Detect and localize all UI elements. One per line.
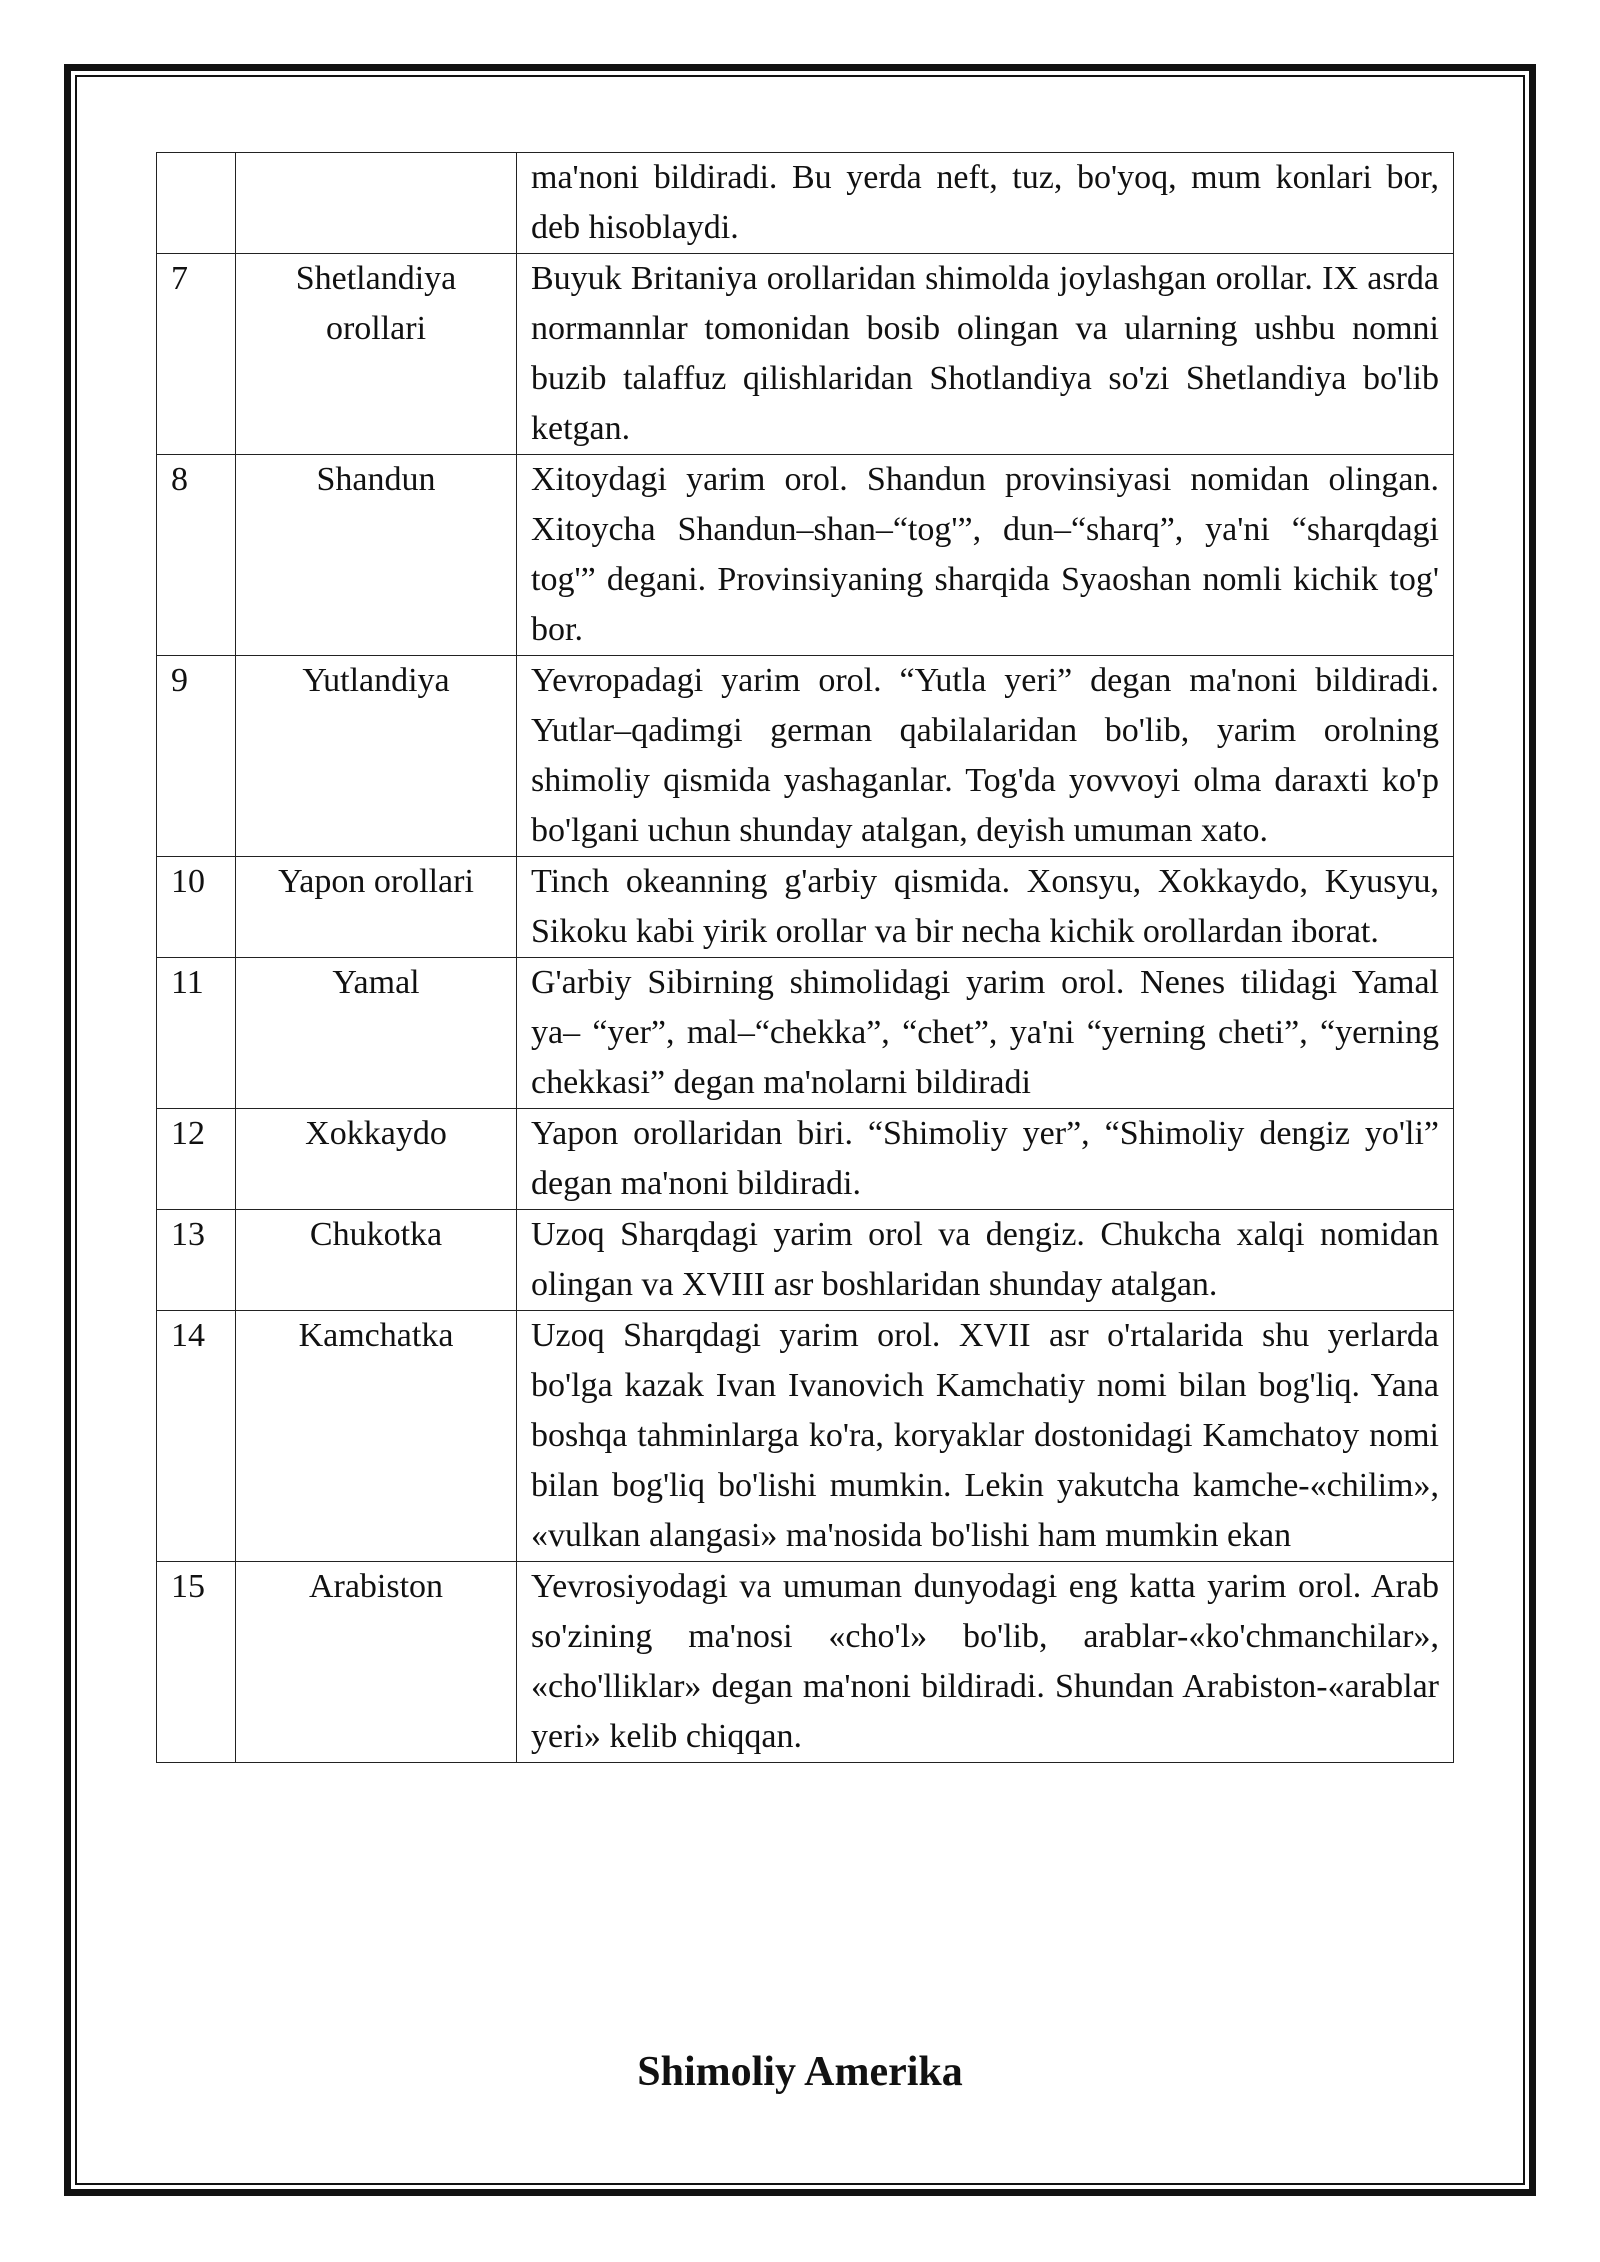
row-number: 9 [157, 656, 236, 857]
toponym-description: Buyuk Britaniya orollaridan shimolda joylashgan orollar. IX asrda normannlar tomonidan bosib olingan va ularning ushbu nomni buzib talaffuz qilishlaridan Shotlandiya so'zi Shetlandiya bo'lib ketgan. [517, 254, 1454, 455]
toponym-name: Yutlandiya [236, 656, 517, 857]
section-heading: Shimoliy Amerika [637, 2049, 963, 2095]
row-number: 13 [157, 1210, 236, 1311]
toponym-name: Yamal [236, 958, 517, 1109]
toponym-description: ma'noni bildiradi. Bu yerda neft, tuz, bo'yoq, mum konlari bor, deb hisoblaydi. [517, 153, 1454, 254]
toponym-name: Xokkaydo [236, 1109, 517, 1210]
row-number: 15 [157, 1562, 236, 1763]
table-row [157, 656, 1454, 857]
toponym-name: Kamchatka [236, 1311, 517, 1562]
table-row [157, 1311, 1454, 1562]
row-number: 14 [157, 1311, 236, 1562]
row-number: 11 [157, 958, 236, 1109]
row-number: 8 [157, 455, 236, 656]
table-body [157, 153, 1454, 1763]
row-number [157, 153, 236, 254]
table-row [157, 857, 1454, 958]
toponym-description: Tinch okeanning g'arbiy qismida. Xonsyu, Xokkaydo, Kyusyu, Sikoku kabi yirik orollar va bir necha kichik orollardan iborat. [517, 857, 1454, 958]
toponym-name: Shetlandiya orollari [236, 254, 517, 455]
table-row [157, 1210, 1454, 1311]
row-number: 10 [157, 857, 236, 958]
row-number: 7 [157, 254, 236, 455]
table-row [157, 1562, 1454, 1763]
toponym-table [156, 152, 1454, 1763]
table-row [157, 958, 1454, 1109]
table-row [157, 1109, 1454, 1210]
toponym-name: Yapon orollari [236, 857, 517, 958]
table-row [157, 254, 1454, 455]
toponym-name: Shandun [236, 455, 517, 656]
row-number: 12 [157, 1109, 236, 1210]
toponym-description: Uzoq Sharqdagi yarim orol va dengiz. Chukcha xalqi nomidan olingan va XVIII asr boshlaridan shunday atalgan. [517, 1210, 1454, 1311]
toponym-name [236, 153, 517, 254]
toponym-name: Chukotka [236, 1210, 517, 1311]
toponym-name: Arabiston [236, 1562, 517, 1763]
toponym-description: Yapon orollaridan biri. “Shimoliy yer”, “Shimoliy dengiz yo'li” degan ma'noni bildiradi. [517, 1109, 1454, 1210]
table-row [157, 153, 1454, 254]
toponym-description: Yevrosiyodagi va umuman dunyodagi eng katta yarim orol. Arab so'zining ma'nosi «cho'l» bo'lib, arablar-«ko'chmanchilar», «cho'lliklar» degan ma'noni bildiradi. Shundan Arabiston-«arablar yeri» kelib chiqqan. [517, 1562, 1454, 1763]
toponym-description: Xitoydagi yarim orol. Shandun provinsiyasi nomidan olingan. Xitoycha Shandun–shan–“tog'”, dun–“sharq”, ya'ni “sharqdagi tog'” degani. Provinsiyaning sharqida Syaoshan nomli kichik tog' bor. [517, 455, 1454, 656]
toponym-description: G'arbiy Sibirning shimolidagi yarim orol. Nenes tilidagi Yamal ya– “yer”, mal–“chekka”, “chet”, ya'ni “yerning cheti”, “yerning chekkasi” degan ma'nolarni bildiradi [517, 958, 1454, 1109]
toponym-description: Uzoq Sharqdagi yarim orol. XVII asr o'rtalarida shu yerlarda bo'lga kazak Ivan Ivanovich Kamchatiy nomi bilan bog'liq. Yana boshqa tahminlarga ko'ra, koryaklar dostonidagi Kamchatoy nomi bilan bog'liq bo'lishi mumkin. Lekin yakutcha kamche-«chilim», «vulkan alangasi» ma'nosida bo'lishi ham mumkin ekan [517, 1311, 1454, 1562]
toponym-description: Yevropadagi yarim orol. “Yutla yeri” degan ma'noni bildiradi. Yutlar–qadimgi german qabilalaridan bo'lib, yarim orolning shimoliy qismida yashaganlar. Tog'da yovvoyi olma daraxti ko'p bo'lgani uchun shunday atalgan, deyish umuman xato. [517, 656, 1454, 857]
table-row [157, 455, 1454, 656]
